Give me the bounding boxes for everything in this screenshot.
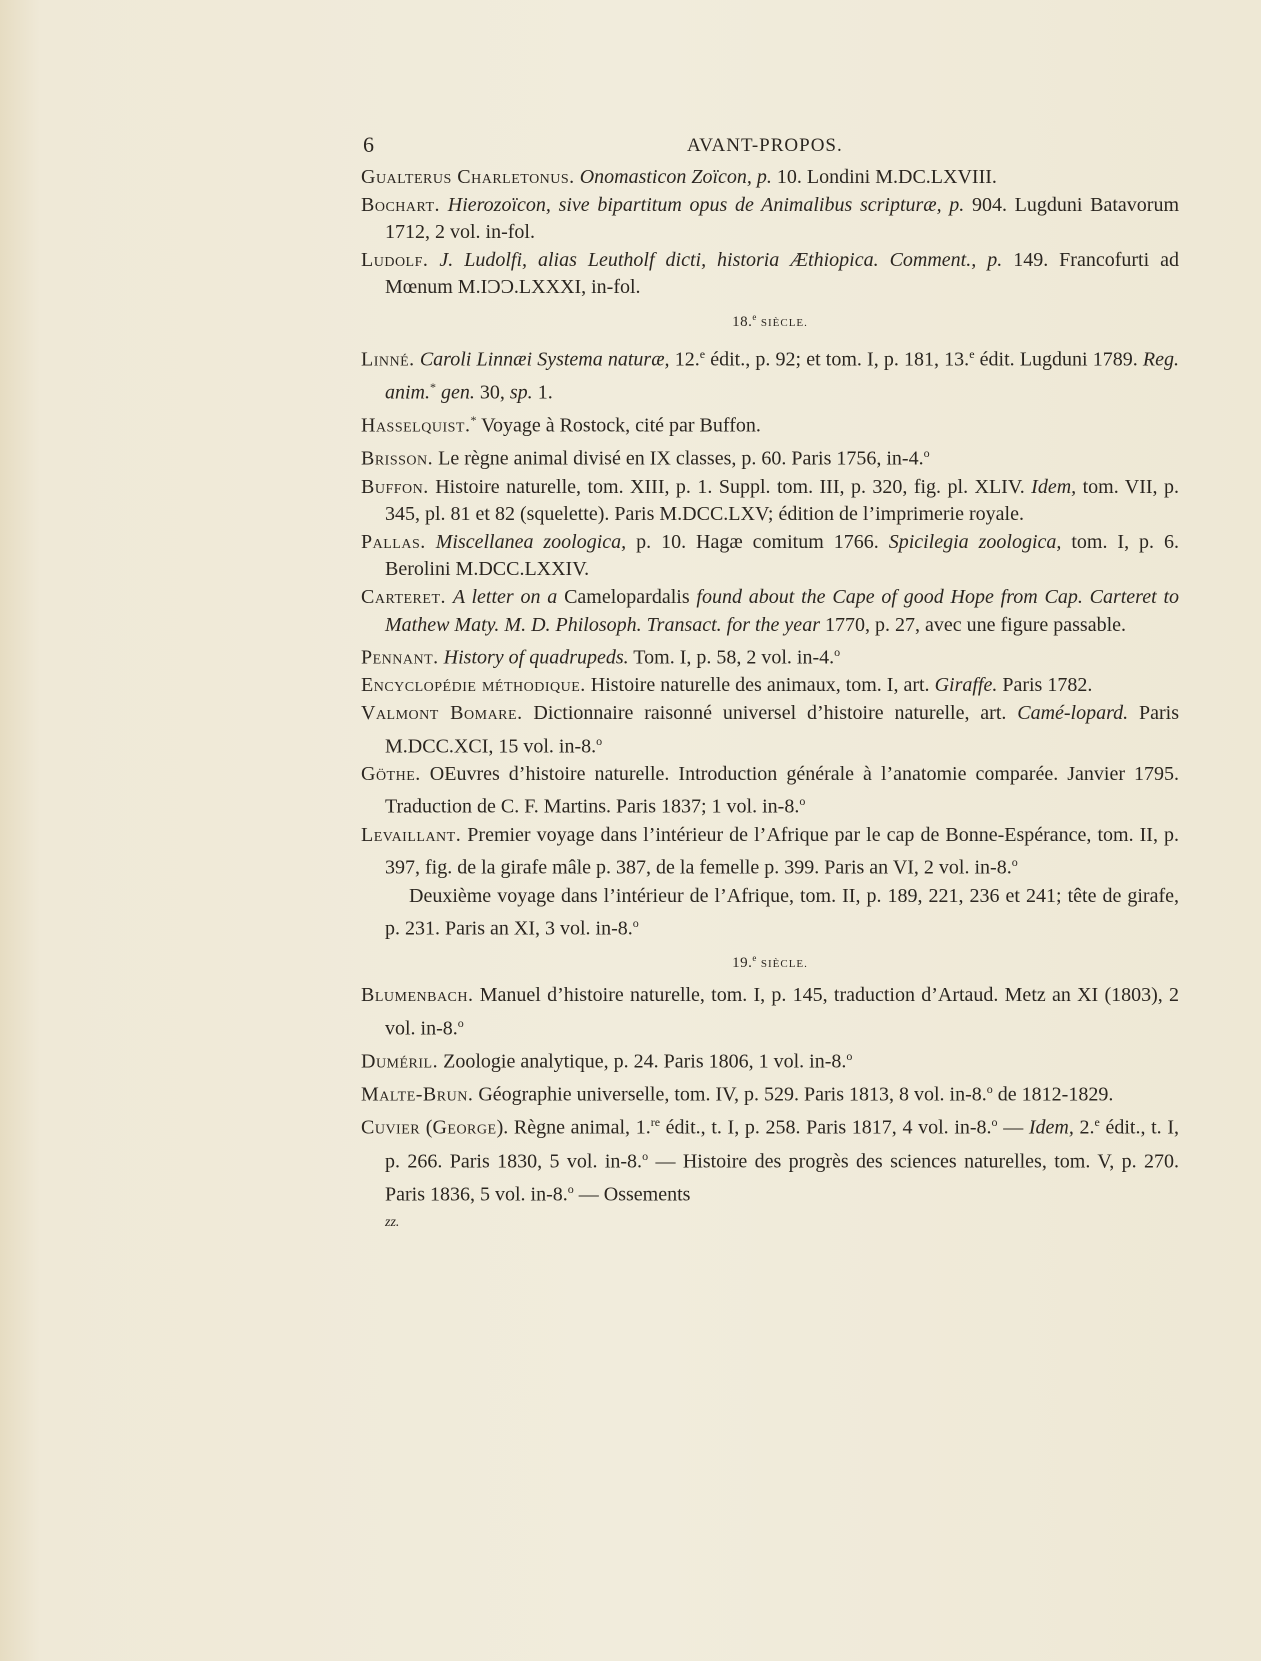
- page-number: 6: [363, 132, 375, 157]
- bibliography-entry: [361, 822, 1179, 883]
- bibliography: [361, 164, 1179, 1237]
- entry-text: de 1812-1829.: [992, 1083, 1114, 1106]
- entry-author: Gualterus Charletonus.: [361, 166, 575, 188]
- entry-text: édit., p. 92; et tom. I, p. 181, 13.: [705, 348, 970, 371]
- entry-author: Linné.: [361, 348, 415, 371]
- entry-text: o: [991, 1115, 998, 1130]
- entry-text: Voyage à Rostock, cité par Buffon.: [476, 414, 761, 437]
- entry-author: Bochart.: [361, 193, 441, 216]
- entry-text: ). Règne animal, 1.: [496, 1116, 651, 1139]
- entry-text: — Ossements: [573, 1183, 691, 1206]
- entry-text: Miscellanea zoologica,: [435, 530, 627, 553]
- entry-text: Reg. anim.: [385, 348, 1179, 404]
- bibliography-entry: [361, 341, 1179, 408]
- entry-text: Paris 1782.: [997, 674, 1093, 697]
- entry-text: 2.: [1073, 1116, 1095, 1139]
- entry-text: (: [420, 1116, 433, 1139]
- entry-text: édit. Lugduni 1789.: [974, 348, 1143, 371]
- bibliography-entry: [361, 1109, 1179, 1209]
- entry-text: o: [642, 1148, 649, 1163]
- running-header: [363, 130, 883, 164]
- century-heading-18: [361, 304, 1179, 338]
- entry-text: o: [799, 794, 806, 809]
- entry-text: Manuel d’histoire naturelle, tom. I, p. 145, traduction d’Artaud. Metz an XI (1803), 2 vol. in-8.: [385, 983, 1179, 1040]
- entry-text: p. 10. Hagæ comitum 1766.: [626, 530, 889, 553]
- entry-author: Duméril.: [361, 1050, 439, 1073]
- entry-text: [446, 586, 453, 608]
- entry-text: édit., t. I, p. 266. Paris 1830, 5 vol. in-8.: [385, 1116, 1179, 1173]
- entry-author: Pennant.: [361, 646, 439, 669]
- entry-text: Géographie universelle, tom. IV, p. 529. Paris 1813, 8 vol. in-8.: [473, 1083, 987, 1106]
- bibliography-entry: [361, 982, 1179, 1043]
- entry-text: tom. VII, p. 345, pl. 81 et 82 (squelette). Paris M.DCC.LXV; édition de l’imprimerie royale.: [385, 475, 1180, 526]
- entry-text: Zoologie analytique, p. 24. Paris 1806, 1 vol. in-8.: [438, 1050, 847, 1073]
- entry-text: Giraffe.: [934, 674, 998, 697]
- entry-text: [428, 249, 439, 271]
- entry-author: Carteret.: [361, 585, 446, 608]
- entry-text: o: [457, 1015, 464, 1030]
- entries-early: [361, 164, 1179, 302]
- entry-text: *: [470, 413, 477, 428]
- entry-author: Blumenbach.: [361, 983, 474, 1006]
- entry-author: Ludolf.: [361, 248, 429, 271]
- century-number: 19.: [732, 955, 753, 972]
- entry-text: o: [923, 446, 930, 461]
- century-number: 18.: [732, 313, 753, 330]
- bibliography-entry-continuation: [361, 883, 1179, 944]
- entry-text: Le règne animal divisé en IX classes, p. 60. Paris 1756, in-4.: [433, 447, 924, 470]
- entry-text: History of quadrupeds.: [443, 646, 629, 669]
- entry-author: Levaillant.: [361, 823, 462, 846]
- entry-author: Valmont Bomare.: [361, 701, 523, 724]
- entry-text: o: [986, 1082, 993, 1097]
- entry-text: [440, 194, 448, 216]
- entry-text: OEuvres d’histoire naturelle. Introduction générale à l’anatomie comparée. Janvier 1795. Traduction de C. F. Martins. Paris 1837; 1 vol. in-8.: [385, 762, 1179, 819]
- entry-text: Caroli Linnæi Systema naturæ,: [419, 348, 670, 371]
- entry-text: Tom. I, p. 58, 2 vol. in-4.: [628, 646, 835, 669]
- entry-text: o: [596, 733, 603, 748]
- bibliography-entry: [361, 639, 1179, 672]
- entry-author: Malte-Brun.: [361, 1083, 474, 1106]
- bibliography-entry: [361, 672, 1179, 700]
- century-label: SIÈCLE.: [760, 316, 808, 329]
- entry-author: Göthe.: [361, 762, 421, 785]
- entry-text: Histoire naturelle des animaux, tom. I, art.: [585, 674, 935, 697]
- signature-mark: zz.: [385, 1215, 400, 1231]
- entry-text: o: [834, 645, 841, 660]
- entry-author: Pallas.: [361, 530, 426, 553]
- entry-text: 10. Londini M.DC.LXVIII.: [771, 166, 997, 188]
- entry-author: Brisson.: [361, 447, 434, 470]
- entry-text: [426, 531, 436, 553]
- entry-text: Idem,: [1031, 475, 1077, 498]
- entry-text: o: [567, 1181, 574, 1196]
- bibliography-entry: [361, 1043, 1179, 1076]
- entry-text: George: [432, 1116, 497, 1139]
- bibliography-entry: [361, 474, 1179, 529]
- entry-text: o: [1011, 855, 1018, 870]
- entry-author: Hasselquist.: [361, 414, 471, 437]
- continuation-paragraph: [385, 883, 1179, 944]
- entry-text: 149. Francofurti ad Mœnum M.IƆƆ.LXXXI, in-fol.: [385, 248, 1180, 299]
- entry-author: Cuvier: [361, 1116, 421, 1139]
- entry-text: Idem,: [1028, 1116, 1074, 1139]
- bibliography-entry: [361, 1076, 1179, 1109]
- bibliography-entry: [361, 529, 1179, 584]
- entry-text: Histoire naturelle, tom. XIII, p. 1. Suppl. tom. III, p. 320, fig. pl. XLIV.: [428, 475, 1032, 498]
- entry-text: tom. I, p. 6. Berolini M.DCC.LXXIV.: [385, 530, 1180, 581]
- entry-text: — Histoire des progrès des sciences naturelles, tom. V, p. 270. Paris 1836, 5 vol. in-8.: [385, 1150, 1179, 1206]
- entry-text: e: [699, 346, 706, 361]
- entry-text: Hierozoïcon, sive bipartitum opus de Animalibus scripturæ, p.: [447, 193, 965, 216]
- entry-text: A letter on a: [452, 585, 558, 608]
- entry-text: —: [997, 1116, 1029, 1139]
- entry-text: e: [1094, 1115, 1100, 1130]
- entry-text: 30,: [474, 381, 510, 404]
- entry-text: 1.: [532, 381, 553, 404]
- entry-text: re: [650, 1115, 661, 1130]
- entry-text: Onomasticon Zoïcon, p.: [579, 166, 772, 188]
- bibliography-entry: [361, 584, 1179, 639]
- entry-text: o: [632, 916, 639, 931]
- century-sup: e: [752, 953, 757, 964]
- entry-text: found about the Cape of good Hope from Cap. Carteret to Mathew Maty. M. D. Philosoph. Transact. for the year: [385, 585, 1180, 636]
- entries-18th-century: [361, 341, 1179, 944]
- entry-text: Camelopardalis: [557, 585, 697, 608]
- bibliography-entry: [361, 192, 1179, 247]
- entry-text: 1770, p. 27, avec une figure passable.: [819, 613, 1126, 636]
- entry-text: Premier voyage dans l’intérieur de l’Afrique par le cap de Bonne-Espérance, tom. II, p. 397, fig. de la girafe mâle p. 387, de la femelle p. 399. Paris an VI, 2 vol. in-8.: [385, 823, 1179, 879]
- bibliography-entry: [361, 164, 1179, 192]
- bibliography-entry: [361, 700, 1179, 761]
- entry-text: e: [969, 346, 975, 361]
- century-label: SIÈCLE.: [760, 958, 808, 971]
- century-heading-19: [361, 945, 1179, 979]
- century-sup: e: [752, 311, 757, 322]
- running-title: AVANT-PROPOS.: [687, 135, 843, 156]
- entry-text: *: [430, 379, 436, 394]
- entry-text: J. Ludolfi, alias Leutholf dicti, historia Æthiopica. Comment., p.: [439, 248, 1003, 271]
- entry-text: Dictionnaire raisonné universel d’histoire naturelle, art.: [522, 701, 1018, 724]
- entry-text: édit., t. I, p. 258. Paris 1817, 4 vol. in-8.: [660, 1116, 992, 1139]
- entries-19th-century: [361, 982, 1179, 1209]
- entry-text: 904. Lugduni Batavorum 1712, 2 vol. in-fol.: [385, 193, 1180, 244]
- entry-text: Spicilegia zoologica,: [888, 530, 1062, 553]
- entry-author: Buffon.: [361, 475, 429, 498]
- entry-text: Camé-lopard.: [1017, 701, 1129, 724]
- bibliography-entry: [361, 440, 1179, 473]
- entry-text: Deuxième voyage dans l’intérieur de l’Afrique, tom. II, p. 189, 221, 236 et 241; tête de girafe, p. 231. Paris an XI, 3 vol. in-8.: [385, 884, 1179, 940]
- entry-text: o: [846, 1048, 853, 1063]
- bibliography-entry: [361, 407, 1179, 440]
- entry-text: Paris M.DCC.XCI, 15 vol. in-8.: [385, 701, 1180, 758]
- entry-text: sp.: [509, 381, 533, 404]
- entry-text: 12.: [669, 348, 700, 371]
- bibliography-entry: [361, 761, 1179, 822]
- entry-author: Encyclopédie méthodique.: [361, 674, 586, 697]
- entry-text: gen.: [441, 381, 475, 404]
- bibliography-entry: [361, 247, 1179, 302]
